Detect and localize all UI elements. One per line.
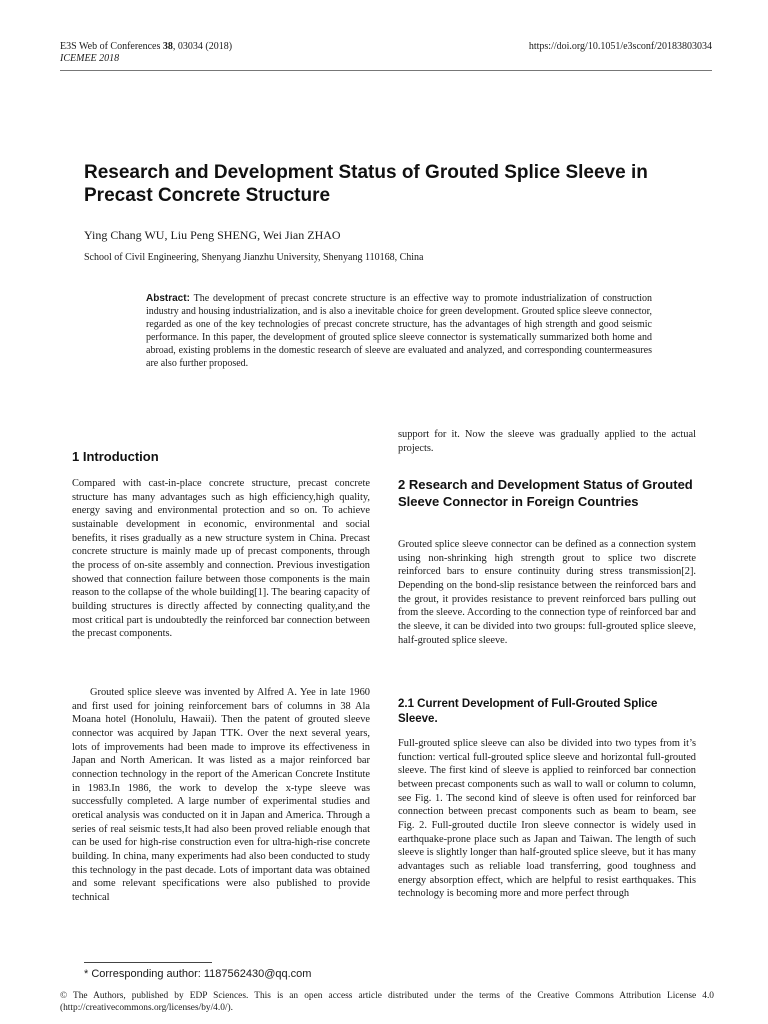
corresponding-author-footnote: * Corresponding author: 1187562430@qq.com [84, 968, 312, 980]
author-list: Ying Chang WU, Liu Peng SHENG, Wei Jian ZHAO [84, 228, 341, 242]
intro-paragraph-2-continued: support for it. Now the sleeve was gradually applied to the actual projects. [398, 429, 696, 454]
affiliation: School of Civil Engineering, Shenyang Jianzhu University, Shenyang 110168, China [84, 252, 424, 263]
license-notice: © The Authors, published by EDP Sciences. This is an open access article distributed under the terms of the Creative Commons Attribution License 4.0 (http://creativecommons.org/licenses/by/4.0/). [60, 991, 714, 1013]
header-divider [60, 70, 712, 71]
abstract-label: Abstract: [146, 293, 190, 304]
section-heading-introduction: 1 Introduction [72, 449, 159, 464]
subsection-heading-full-grouted: 2.1 Current Development of Full-Grouted Splice Sleeve. [398, 698, 658, 725]
doi-link[interactable]: https://doi.org/10.1051/e3sconf/20183803034 [528, 41, 712, 52]
conference-name: ICEMEE 2018 [60, 53, 120, 64]
full-grouted-paragraph-1: Full-grouted splice sleeve can also be divided into two types from it’s function: vertical full-grouted splice sleeve and horizontal full-grouted sleeve. The first kind of sleeve is applied to reinforced bar connection between precast components such as wall to wall or column to column, see Fig. 1. The second kind of sleeve is often used for reinforced bar connection between precast components such as beam to beam, see Fig. 2. Full-grouted ductile Iron sleeve connector is widely used in earthquake-prone place such as Japan and Taiwan. The length of such sleeve is slightly longer than half-grouted splice sleeve, but it has many advantages such as reliable load transferring, good toughness and energy absorption effect, which are helpful to resist earthquakes. This technology is becoming more and more perfect through [398, 738, 696, 900]
intro-paragraph-2: Grouted splice sleeve was invented by Alfred A. Yee in late 1960 and first used for joining reinforcement bars of columns in 38 Ala Moana hotel (Honolulu, Hawaii). Then the patent of grouted sleeve connector was acquired by Japan TTK. Over the next several years, lots of improvements had been made to improve its effectiveness in Japan and North American. It was listed as a major reinforced bar connection technology in the report of the American Concrete Institute in 1983.In 1986, the work to develop the x-type sleeve was successfully completed. A large number of experimental studies and oretical analysis was conducted on it in Japan and America. Through a series of real seismic tests,It had also been proved reliable enough that can be used for high-rise construction even for ultra-high-rise concrete building. In china, many experiments had also been conducted to study this technology in the past decade. Lots of important data was obtained and some relevant specifications were also published to provide technical [72, 687, 370, 903]
section-heading-foreign-status: 2 Research and Development Status of Grouted Sleeve Connector in Foreign Countries [398, 477, 693, 509]
intro-paragraph-1: Compared with cast-in-place concrete structure, precast concrete structure has many advantages such as high efficiency,high quality, energy saving and environmental protection and so on. To achieve sustainable development in economic, environmental and social benefits, it rises gradually as a new structure system in China. Precast concrete structure is mainly made up of precast components, through the process of on-site assembly and connection. Previous investigation showed that connection failure between those components is the main reason to the collapse of the whole building[1]. The bearing capacity of building structures is directly affected by connecting quality,and the most critical part is undoubtedly the reinforced bar connection between the precast components. [72, 478, 370, 640]
paper-title: Research and Development Status of Grouted Splice Sleeve in Precast Concrete Structure [84, 162, 648, 206]
journal-citation [60, 41, 232, 53]
journal-volume: 38 [162, 41, 173, 52]
journal-name: E3S Web of Conferences [60, 41, 163, 52]
abstract [146, 292, 652, 371]
running-header-left [60, 41, 232, 65]
article-info: , 03034 (2018) [172, 41, 233, 52]
abstract-text: The development of precast concrete structure is an effective way to promote industrialization of construction industry and housing industrialization, and is also a inevitable choice for green development. Grouted splice sleeve connector, regarded as one of the key technologies of precast concrete structure, has the advantages of high strength and good seismic performance. In this paper, the development of grouted splice sleeve connector is systematically summarized both home and abroad, existing problems in the domestic research of sleeve are evaluated and analyzed, and corresponding countermeasures are also further proposed. [146, 293, 652, 370]
footnote-divider [84, 962, 212, 963]
foreign-paragraph-1: Grouted splice sleeve connector can be defined as a connection system using non-shrinking high strength grout to splice two discrete reinforced bars to ensure continuity during stress transmission[2]. Depending on the bond-slip resistance between the reinforced bars and the grout, it provides resistance to prevent reinforced bars pulling out from the sleeve. According to the connection type of reinforced bar and the sleeve, it can be divided into two groups: full-grouted splice sleeve, half-grouted splice sleeve. [398, 539, 696, 646]
